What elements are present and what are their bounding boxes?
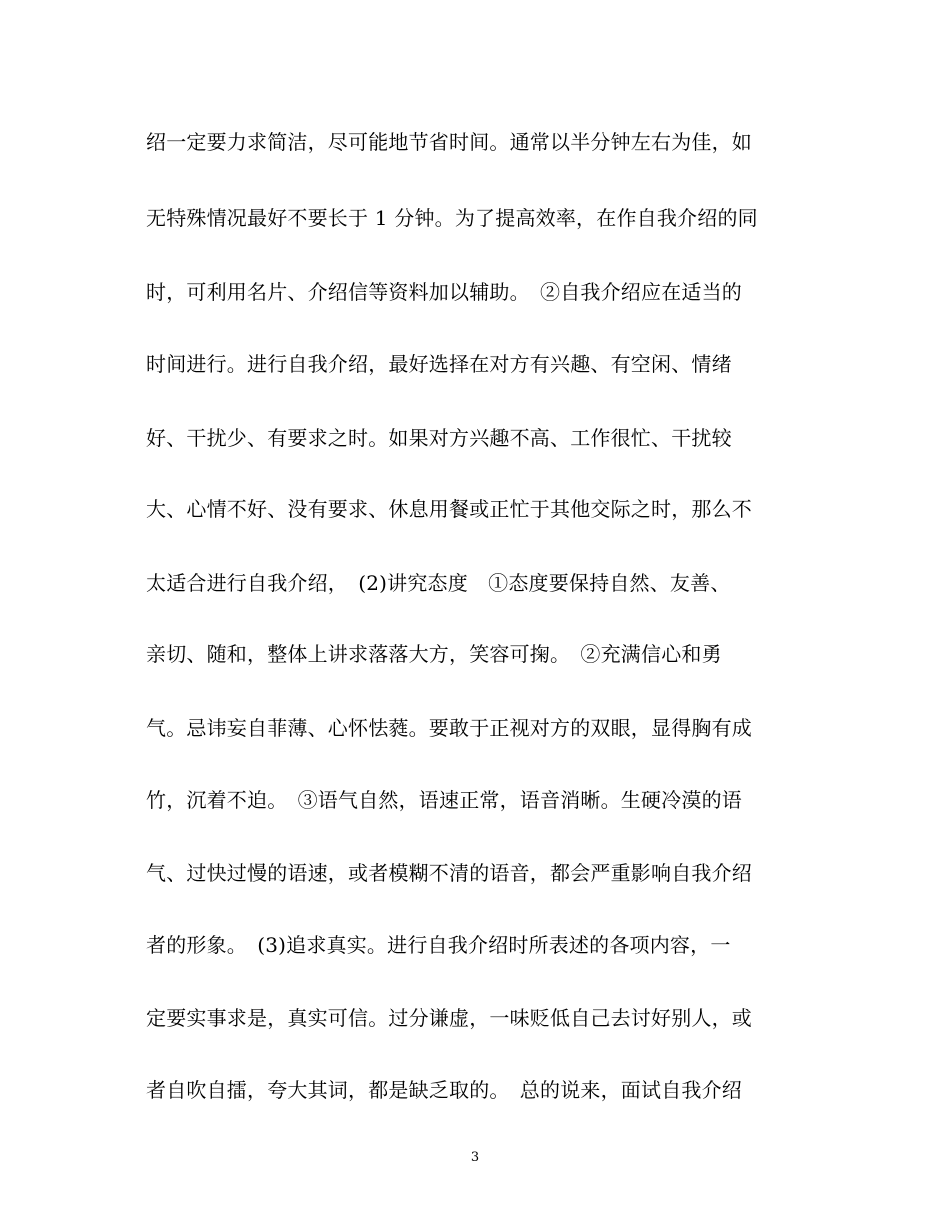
body-text-line: 气。忌讳妄自菲薄、心怀怯蕤。要敢于正视对方的双眼，显得胸有成 [146,716,752,740]
body-text-line: 定要实事求是，真实可信。过分谦虚，一味贬低自己去讨好别人，或 [146,1006,752,1030]
body-text-line: 气、过快过慢的语速，或者模糊不清的语音，都会严重影响自我介绍 [146,861,752,885]
body-text-line: 时间进行。进行自我介绍，最好选择在对方有兴趣、有空闲、情绪 [146,352,732,376]
body-text-line: 太适合进行自我介绍， (2)讲究态度 ①态度要保持自然、友善、 [146,571,731,595]
body-text-line: 者的形象。 (3)追求真实。进行自我介绍时所表述的各项内容，一 [146,933,731,957]
body-text-line: 绍一定要力求简洁，尽可能地节省时间。通常以半分钟左右为佳，如 [146,130,752,154]
page-number: 3 [470,1150,480,1165]
body-text-line: 好、干扰少、有要求之时。如果对方兴趣不高、工作很忙、干扰较 [146,426,732,450]
body-text-line: 时，可利用名片、介绍信等资料加以辅助。 ②自我介绍应在适当的 [146,280,742,304]
body-text-line: 者自吹自擂，夸大其词，都是缺乏取的。 总的说来，面试自我介绍 [146,1078,742,1102]
body-text-line: 大、心情不好、没有要求、休息用餐或正忙于其他交际之时，那么不 [146,497,752,521]
body-text-line: 竹，沉着不迫。 ③语气自然，语速正常，语音消晰。生硬冷漠的语 [146,788,742,812]
body-text-line: 亲切、随和，整体上讲求落落大方，笑容可掬。 ②充满信心和勇 [146,642,722,666]
body-text-line: 无特殊情况最好不要长于 1 分钟。为了提高效率，在作自我介绍的同 [146,206,758,230]
